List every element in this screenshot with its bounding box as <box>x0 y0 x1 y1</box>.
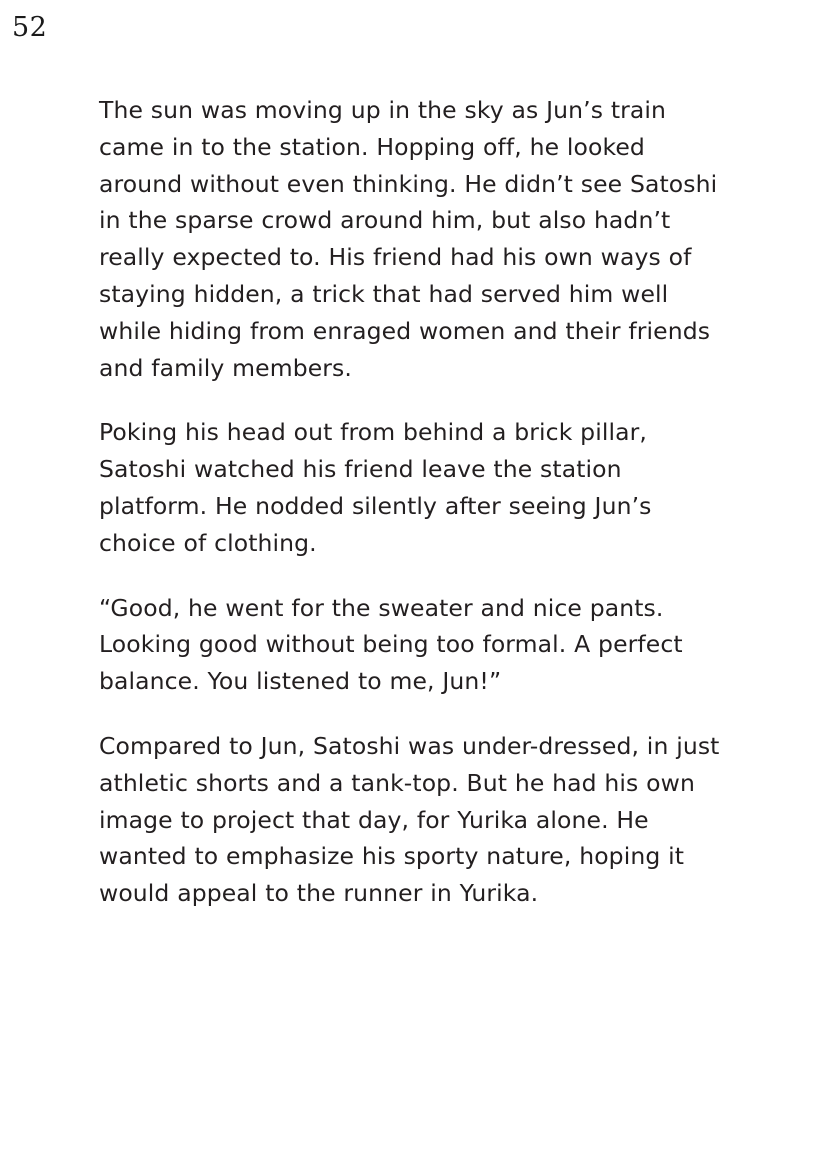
paragraph: “Good, he went for the sweater and nice pants. Looking good without being too formal. A perfect balance. You listened to me, Jun!” <box>99 593 683 696</box>
paragraph: Poking his head out from behind a brick pillar, Satoshi watched his friend leave the station platform. He nodded silently after seeing Jun’s choice of clothing. <box>99 418 652 557</box>
paragraph: The sun was moving up in the sky as Jun’s train came in to the station. Hopping off, he looked around without even thinking. He didn’t see Satoshi in the sparse crowd around him, but also hadn’t really expected to. His friend had his own ways of staying hidden, a trick that had served him well while hiding from enraged women and their friends and family members. <box>99 96 718 382</box>
paragraph: Compared to Jun, Satoshi was under-dressed, in just athletic shorts and a tank-top. But he had his own image to project that day, for Yurika alone. He wanted to emphasize his sporty nature, hoping it would appeal to the runner in Yurika. <box>99 731 720 908</box>
page-number: 52 <box>12 12 48 43</box>
page-body-text <box>99 92 724 912</box>
